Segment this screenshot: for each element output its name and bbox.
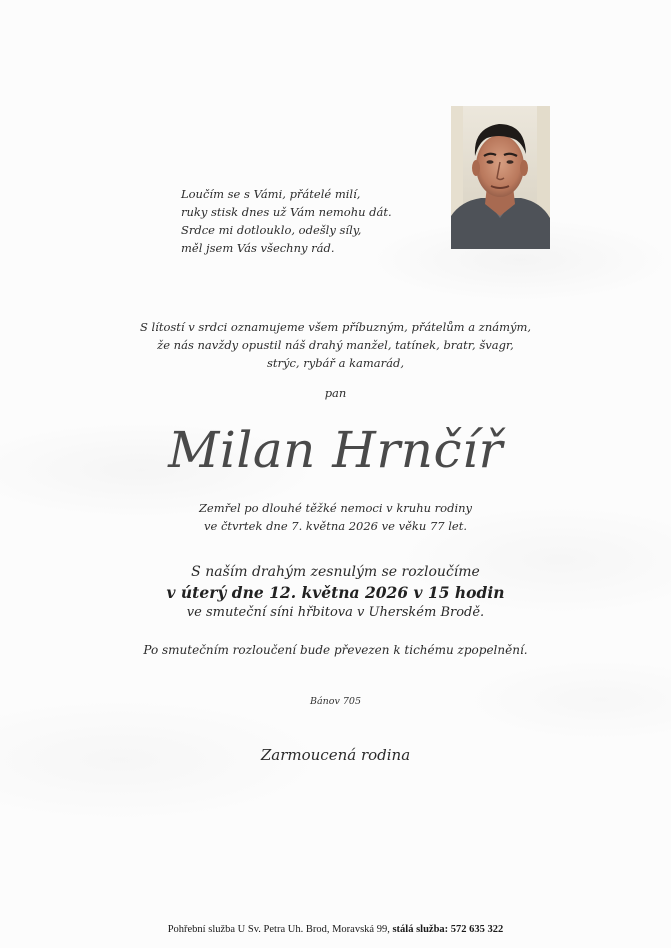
death-info-line: Zemřel po dlouhé těžké nemoci v kruhu rodiny bbox=[198, 501, 473, 515]
poem-line: měl jsem Vás všechny rád. bbox=[181, 241, 335, 255]
funeral-service-name: Pohřební služba U Sv. Petra Uh. Brod, Moravská 99, bbox=[167, 924, 390, 935]
honorific-title: pan bbox=[324, 386, 347, 400]
announcement-line: S lítostí v srdci oznamujeme všem příbuzným, přátelům a známým, bbox=[139, 320, 532, 334]
poem-line: ruky stisk dnes už Vám nemohu dát. bbox=[181, 205, 392, 219]
announcement-line: že nás navždy opustil náš drahý manžel, tatínek, bratr, švagr, bbox=[157, 338, 514, 352]
deceased-portrait-photo bbox=[451, 106, 550, 249]
farewell-ceremony bbox=[0, 562, 671, 622]
farewell-place: ve smuteční síni hřbitova v Uherském Brodě. bbox=[186, 605, 485, 620]
family-signature: Zarmoucená rodina bbox=[260, 746, 411, 764]
farewell-intro: S naším drahým zesnulým se rozloučíme bbox=[191, 564, 480, 580]
cremation-note: Po smutečním rozloučení bude převezen k tichému zpopelnění. bbox=[143, 643, 528, 657]
death-info bbox=[0, 499, 671, 535]
funeral-service-footer bbox=[0, 924, 671, 935]
deceased-name: Milan Hrnčíř bbox=[168, 421, 503, 479]
poem-line: Srdce mi dotlouklo, odešly síly, bbox=[181, 223, 362, 237]
farewell-datetime: v úterý dne 12. května 2026 v 15 hodin bbox=[166, 583, 505, 602]
family-address: Bánov 705 bbox=[309, 696, 361, 707]
death-info-line: ve čtvrtek dne 7. května 2026 ve věku 77 let. bbox=[204, 519, 467, 533]
announcement-line: strýc, rybář a kamarád, bbox=[266, 356, 405, 370]
poem-line: Loučím se s Vámi, přátelé milí, bbox=[181, 187, 361, 201]
farewell-poem bbox=[181, 185, 392, 257]
funeral-service-phone: stálá služba: 572 635 322 bbox=[392, 924, 504, 935]
announcement-text bbox=[0, 318, 671, 372]
portrait-illustration bbox=[451, 106, 550, 249]
